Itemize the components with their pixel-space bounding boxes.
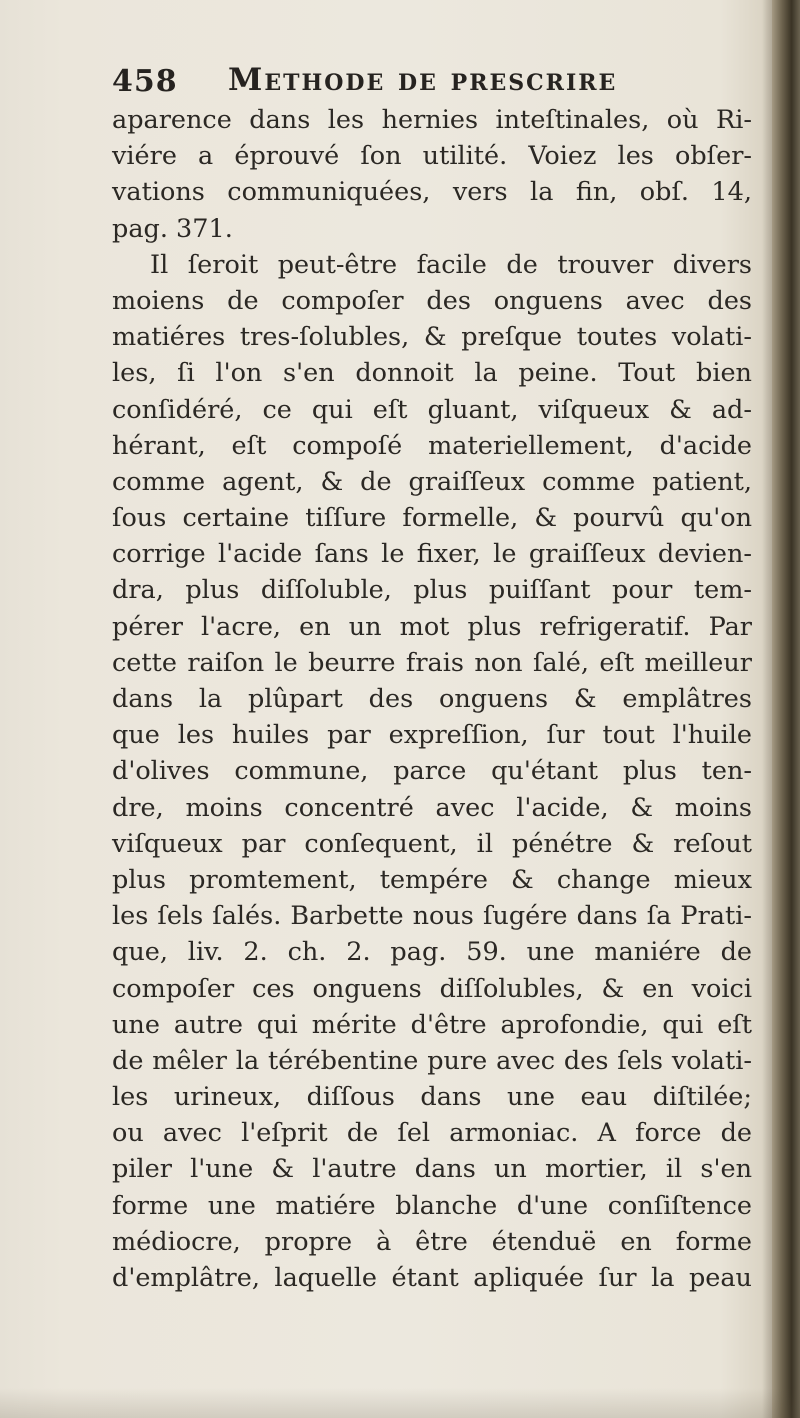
paragraph-start-line: Il ſeroit peut-être facile de trouver divers: [150, 249, 752, 280]
page-header: [112, 56, 712, 102]
running-title: Methode de prescrire: [228, 62, 618, 98]
text-line: ou avec l'eſprit de ſel armoniac. A force de: [112, 1118, 752, 1149]
text-line: que les huiles par expreſſion, ſur tout l'huile: [112, 720, 752, 751]
binding-shadow: [762, 0, 772, 1418]
text-line: viſqueux par conſequent, il pénétre & reſout: [112, 828, 752, 859]
text-line: les, ſi l'on s'en donnoit la peine. Tout bien: [112, 358, 752, 389]
text-line: cette raiſon le beurre frais non ſalé, eſt meilleur: [112, 647, 752, 678]
text-line: piler l'une & l'autre dans un mortier, il s'en: [112, 1154, 752, 1185]
text-line: conſidéré, ce qui eſt gluant, viſqueux & ad-: [112, 394, 752, 425]
text-line: compoſer ces onguens diſſolubles, & en voici: [112, 973, 752, 1004]
page-bottom-shadow: [0, 1388, 800, 1418]
text-line: d'olives commune, parce qu'étant plus ten-: [112, 756, 752, 787]
text-line: dans la plûpart des onguens & emplâtres: [112, 684, 752, 714]
text-line: dre, moins concentré avec l'acide, & moins: [112, 792, 752, 823]
text-body: [112, 102, 752, 1296]
text-line: de mêler la térébentine pure avec des ſels volati-: [112, 1045, 752, 1076]
text-line: une autre qui mérite d'être aprofondie, qui eſt: [112, 1009, 752, 1040]
text-line: vations communiquées, vers la fin, obſ. 14,: [112, 177, 752, 208]
text-line: pag. 371.: [112, 213, 233, 244]
text-line: viére a éprouvé ſon utilité. Voiez les obſer-: [112, 141, 752, 172]
text-line: médiocre, propre à être étenduë en forme: [112, 1226, 752, 1257]
text-line: ſous certaine tiſſure formelle, & pourvû qu'on: [112, 503, 752, 534]
text-line: dra, plus diſſoluble, plus puiſſant pour tem-: [112, 575, 752, 606]
text-line: pérer l'acre, en un mot plus refrigeratif. Par: [112, 611, 752, 642]
text-line: que, liv. 2. ch. 2. pag. 59. une maniére de: [112, 937, 752, 968]
book-binding: [772, 0, 800, 1418]
text-line: corrige l'acide ſans le fixer, le graiſſeux devien-: [112, 539, 752, 570]
text-line: matiéres tres-ſolubles, & preſque toutes volati-: [112, 322, 752, 353]
text-line: aparence dans les hernies inteſtinales, où Ri-: [112, 105, 752, 135]
text-line: moiens de compoſer des onguens avec des: [112, 285, 752, 316]
text-line: comme agent, & de graiſſeux comme patient,: [112, 466, 752, 497]
text-line: les ſels ſalés. Barbette nous ſugére dans ſa Prati-: [112, 901, 752, 932]
text-line: hérant, eſt compoſé materiellement, d'acide: [112, 430, 752, 461]
page-number: 458: [112, 64, 178, 99]
text-line: d'emplâtre, laquelle étant apliquée ſur la peau: [112, 1263, 752, 1293]
text-line: plus promtement, tempére & change mieux: [112, 864, 752, 895]
text-line: forme une matiére blanche d'une conſiſtence: [112, 1190, 752, 1221]
text-line: les urineux, diſſous dans une eau diſtilée;: [112, 1082, 752, 1113]
